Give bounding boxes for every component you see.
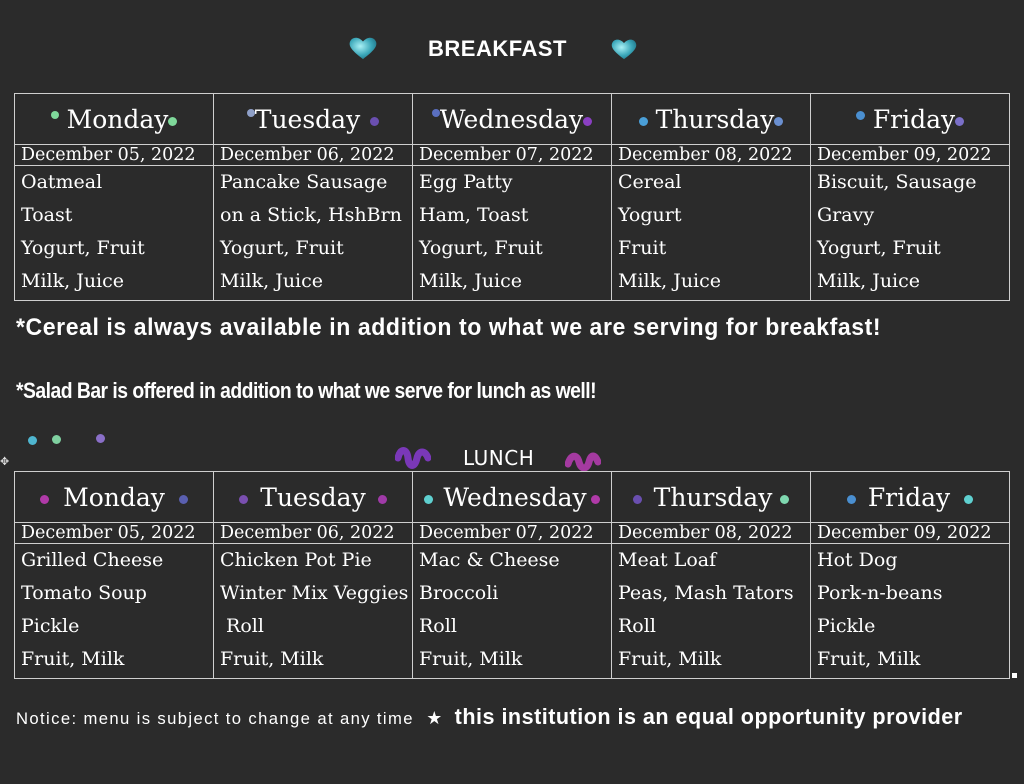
menu-item: Tomato Soup <box>21 582 147 604</box>
menu-cell-monday <box>15 166 214 301</box>
menu-item: Egg Patty <box>419 171 513 193</box>
menu-item: Milk, Juice <box>817 270 921 292</box>
footer-notice <box>16 704 963 730</box>
lunch-day-row <box>15 472 1010 523</box>
menu-item: Roll <box>419 615 457 637</box>
menu-cell-monday <box>15 544 214 679</box>
menu-item: Yogurt, Fruit <box>220 237 344 259</box>
day-header-friday: Friday <box>811 472 1010 523</box>
day-header-wednesday: Wednesday <box>413 472 612 523</box>
menu-item: Peas, Mash Tators <box>618 582 794 604</box>
date-cell: December 08, 2022 <box>612 523 811 544</box>
menu-item: Fruit, Milk <box>618 648 722 670</box>
breakfast-table <box>14 93 1010 301</box>
breakfast-title: BREAKFAST <box>428 36 567 61</box>
equal-opportunity-text: this institution is an equal opportunity provider <box>454 704 963 729</box>
menu-item: Pork-n-beans <box>817 582 943 604</box>
lunch-date-row <box>15 523 1010 544</box>
menu-item: Pancake Sausage <box>220 171 388 193</box>
purple-dot-icon <box>633 495 642 504</box>
date-cell: December 06, 2022 <box>214 145 413 166</box>
blue-dot-icon <box>639 117 648 126</box>
salad-note: *Salad Bar is offered in addition to what we serve for lunch as well! <box>16 378 597 403</box>
menu-cell-wednesday <box>413 166 612 301</box>
menu-cell-thursday <box>612 166 811 301</box>
menu-item: on a Stick, HshBrn <box>220 204 402 226</box>
menu-item: Fruit <box>618 237 667 259</box>
menu-item: Pickle <box>21 615 80 637</box>
menu-cell-tuesday <box>214 544 413 679</box>
menu-item: Winter Mix Veggies <box>220 582 409 604</box>
day-header-wednesday: Wednesday <box>413 94 612 145</box>
magenta-dot-icon <box>40 495 49 504</box>
menu-item: Fruit, Milk <box>419 648 523 670</box>
day-header-thursday: Thursday <box>612 472 811 523</box>
day-header-tuesday: Tuesday <box>214 472 413 523</box>
menu-item: Fruit, Milk <box>817 648 921 670</box>
date-cell: December 07, 2022 <box>413 145 612 166</box>
purple-dot-icon <box>370 117 379 126</box>
date-cell: December 09, 2022 <box>811 145 1010 166</box>
breakfast-items-row <box>15 166 1010 301</box>
menu-item: Milk, Juice <box>618 270 722 292</box>
menu-item: Roll <box>220 615 264 637</box>
lunch-table <box>14 471 1010 679</box>
day-header-monday: Monday <box>15 94 214 145</box>
menu-cell-tuesday <box>214 166 413 301</box>
menu-item: Yogurt, Fruit <box>817 237 941 259</box>
menu-item: Fruit, Milk <box>21 648 125 670</box>
menu-item: Meat Loaf <box>618 549 717 571</box>
green-dot-icon <box>780 495 789 504</box>
menu-item: Milk, Juice <box>419 270 523 292</box>
day-header-thursday: Thursday <box>612 94 811 145</box>
magenta-dot-icon <box>378 495 387 504</box>
green-dot-icon <box>168 117 177 126</box>
menu-item: Biscuit, Sausage <box>817 171 977 193</box>
table-move-handle-icon[interactable]: ✥ <box>0 455 10 468</box>
date-cell: December 05, 2022 <box>15 523 214 544</box>
table-resize-handle[interactable] <box>1012 673 1017 678</box>
menu-cell-thursday <box>612 544 811 679</box>
lunch-items-row <box>15 544 1010 679</box>
blue-dot-icon <box>774 117 783 126</box>
teal-heart-icon <box>609 38 639 60</box>
menu-cell-friday <box>811 544 1010 679</box>
green-dot-icon <box>51 111 59 119</box>
date-cell: December 06, 2022 <box>214 523 413 544</box>
date-cell: December 08, 2022 <box>612 145 811 166</box>
purple-dot-icon <box>955 117 964 126</box>
day-header-tuesday: Tuesday <box>214 94 413 145</box>
menu-item: Broccoli <box>419 582 499 604</box>
purple-dot-icon <box>583 117 592 126</box>
menu-item: Oatmeal <box>21 171 103 193</box>
blue-dot-icon <box>247 109 255 117</box>
menu-cell-friday <box>811 166 1010 301</box>
menu-item: Hot Dog <box>817 549 898 571</box>
menu-item: Milk, Juice <box>21 270 125 292</box>
menu-item: Fruit, Milk <box>220 648 324 670</box>
teal-dot-icon <box>964 495 973 504</box>
teal-dot-icon <box>424 495 433 504</box>
teal-dot-icon <box>28 436 37 445</box>
menu-item: Roll <box>618 615 656 637</box>
purple-dot-icon <box>179 495 188 504</box>
menu-item: Yogurt <box>618 204 682 226</box>
menu-item: Pickle <box>817 615 876 637</box>
purple-dot-icon <box>96 434 105 443</box>
day-header-monday: Monday <box>15 472 214 523</box>
menu-item: Gravy <box>817 204 875 226</box>
breakfast-date-row <box>15 145 1010 166</box>
blue-dot-icon <box>856 111 865 120</box>
menu-item: Toast <box>21 204 73 226</box>
menu-item: Milk, Juice <box>220 270 324 292</box>
cereal-note: *Cereal is always available in addition to what we are serving for breakfast! <box>16 314 882 341</box>
purple-dot-icon <box>239 495 248 504</box>
menu-item: Grilled Cheese <box>21 549 164 571</box>
date-cell: December 09, 2022 <box>811 523 1010 544</box>
breakfast-day-row <box>15 94 1010 145</box>
menu-item: Ham, Toast <box>419 204 529 226</box>
teal-heart-icon <box>348 36 378 60</box>
menu-item: Cereal <box>618 171 682 193</box>
menu-item: Yogurt, Fruit <box>419 237 543 259</box>
day-header-friday: Friday <box>811 94 1010 145</box>
notice-text: Notice: menu is subject to change at any time <box>16 709 414 728</box>
magenta-dot-icon <box>591 495 600 504</box>
menu-item: Chicken Pot Pie <box>220 549 372 571</box>
glitter-squiggle-icon <box>395 446 431 470</box>
green-dot-icon <box>52 435 61 444</box>
star-icon: ★ <box>426 708 443 728</box>
blue-dot-icon <box>847 495 856 504</box>
menu-cell-wednesday <box>413 544 612 679</box>
date-cell: December 07, 2022 <box>413 523 612 544</box>
menu-item: Yogurt, Fruit <box>21 237 145 259</box>
date-cell: December 05, 2022 <box>15 145 214 166</box>
blue-dot-icon <box>432 109 440 117</box>
lunch-title: LUNCH <box>463 446 535 470</box>
menu-item: Mac & Cheese <box>419 549 560 571</box>
